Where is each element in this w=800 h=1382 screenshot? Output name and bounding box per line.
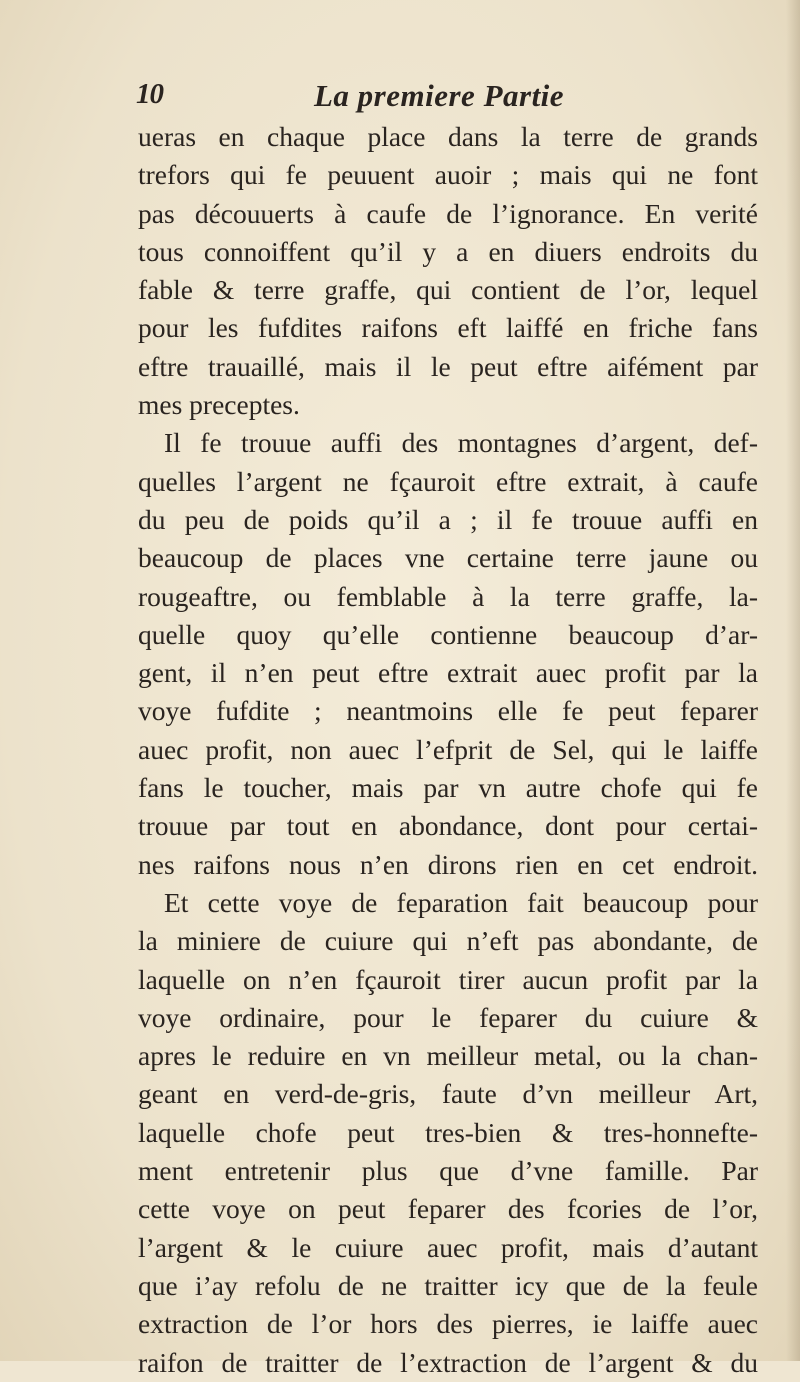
text-line: l’argent & le cuiure auec profit, mais d’autant [138,1231,758,1263]
page-number: 10 [136,78,163,110]
text-line: laquelle chofe peut tres-bien & tres-honnefte- [138,1116,758,1148]
text-line: beaucoup de places vne certaine terre jaune ou [138,542,758,574]
text-line: ueras en chaque place dans la terre de grands [138,121,758,152]
paragraph-start-line: Il fe trouue auffi des montagnes d’argent, def- [164,427,758,459]
text-line: la miniere de cuiure qui n’eft pas abondante, de [138,925,758,957]
text-line: fans le toucher, mais par vn autre chofe qui fe [138,772,758,804]
text-line: voye ordinaire, pour le feparer du cuiure & [138,1001,758,1033]
text-line: pas découuerts à caufe de l’ignorance. En verité [138,197,758,229]
text-line: quelles l’argent ne fçauroit eftre extrait, à caufe [138,465,758,497]
text-line: pour les fufdites raifons eft laiffé en friche fans [138,312,758,344]
text-line: trefors qui fe peuuent auoir ; mais qui ne font [138,159,758,191]
text-line: que i’ay refolu de ne traitter icy que de la feule [138,1269,758,1301]
text-line: gent, il n’en peut eftre extrait auec profit par la [138,657,758,689]
text-line: apres le reduire en vn meilleur metal, ou la chan- [138,1040,758,1072]
text-line: trouue par tout en abondance, dont pour certai- [138,810,758,842]
text-line: du peu de poids qu’il a ; il fe trouue auffi en [138,503,758,535]
text-line: fable & terre graffe, qui contient de l’or, lequel [138,274,758,306]
text-line: eftre trauaillé, mais il le peut eftre aifément par [138,350,758,382]
page-header [136,78,696,118]
text-line: voye fufdite ; neantmoins elle fe peut feparer [138,695,758,727]
running-title: La premiere Partie [314,78,565,113]
text-line: extraction de l’or hors des pierres, ie laiffe auec [138,1308,758,1340]
text-line: tous connoiffent qu’il y a en diuers endroits du [138,235,758,267]
text-line: geant en verd-de-gris, faute d’vn meilleur Art, [138,1078,758,1110]
text-line: ment entretenir plus que d’vne famille. Par [138,1155,758,1187]
paragraph-start-line: Et cette voye de feparation fait beaucoup pour [164,886,758,918]
text-line: rougeaftre, ou femblable à la terre graffe, la- [138,580,758,612]
text-line: auec profit, non auec l’efprit de Sel, qui le laiffe [138,733,758,765]
paragraph-end-line: mes preceptes. [138,389,300,421]
text-line: raifon de traitter de l’extraction de l’argent & du [138,1346,758,1378]
text-line: laquelle on n’en fçauroit tirer aucun profit par la [138,963,758,995]
paragraph-end-line: nes raifons nous n’en dirons rien en cet endroit. [138,848,758,880]
text-line: quelle quoy qu’elle contienne beaucoup d’ar- [138,618,758,650]
text-line: cette voye on peut feparer des fcories de l’or, [138,1193,758,1225]
body-text [138,118,758,1382]
